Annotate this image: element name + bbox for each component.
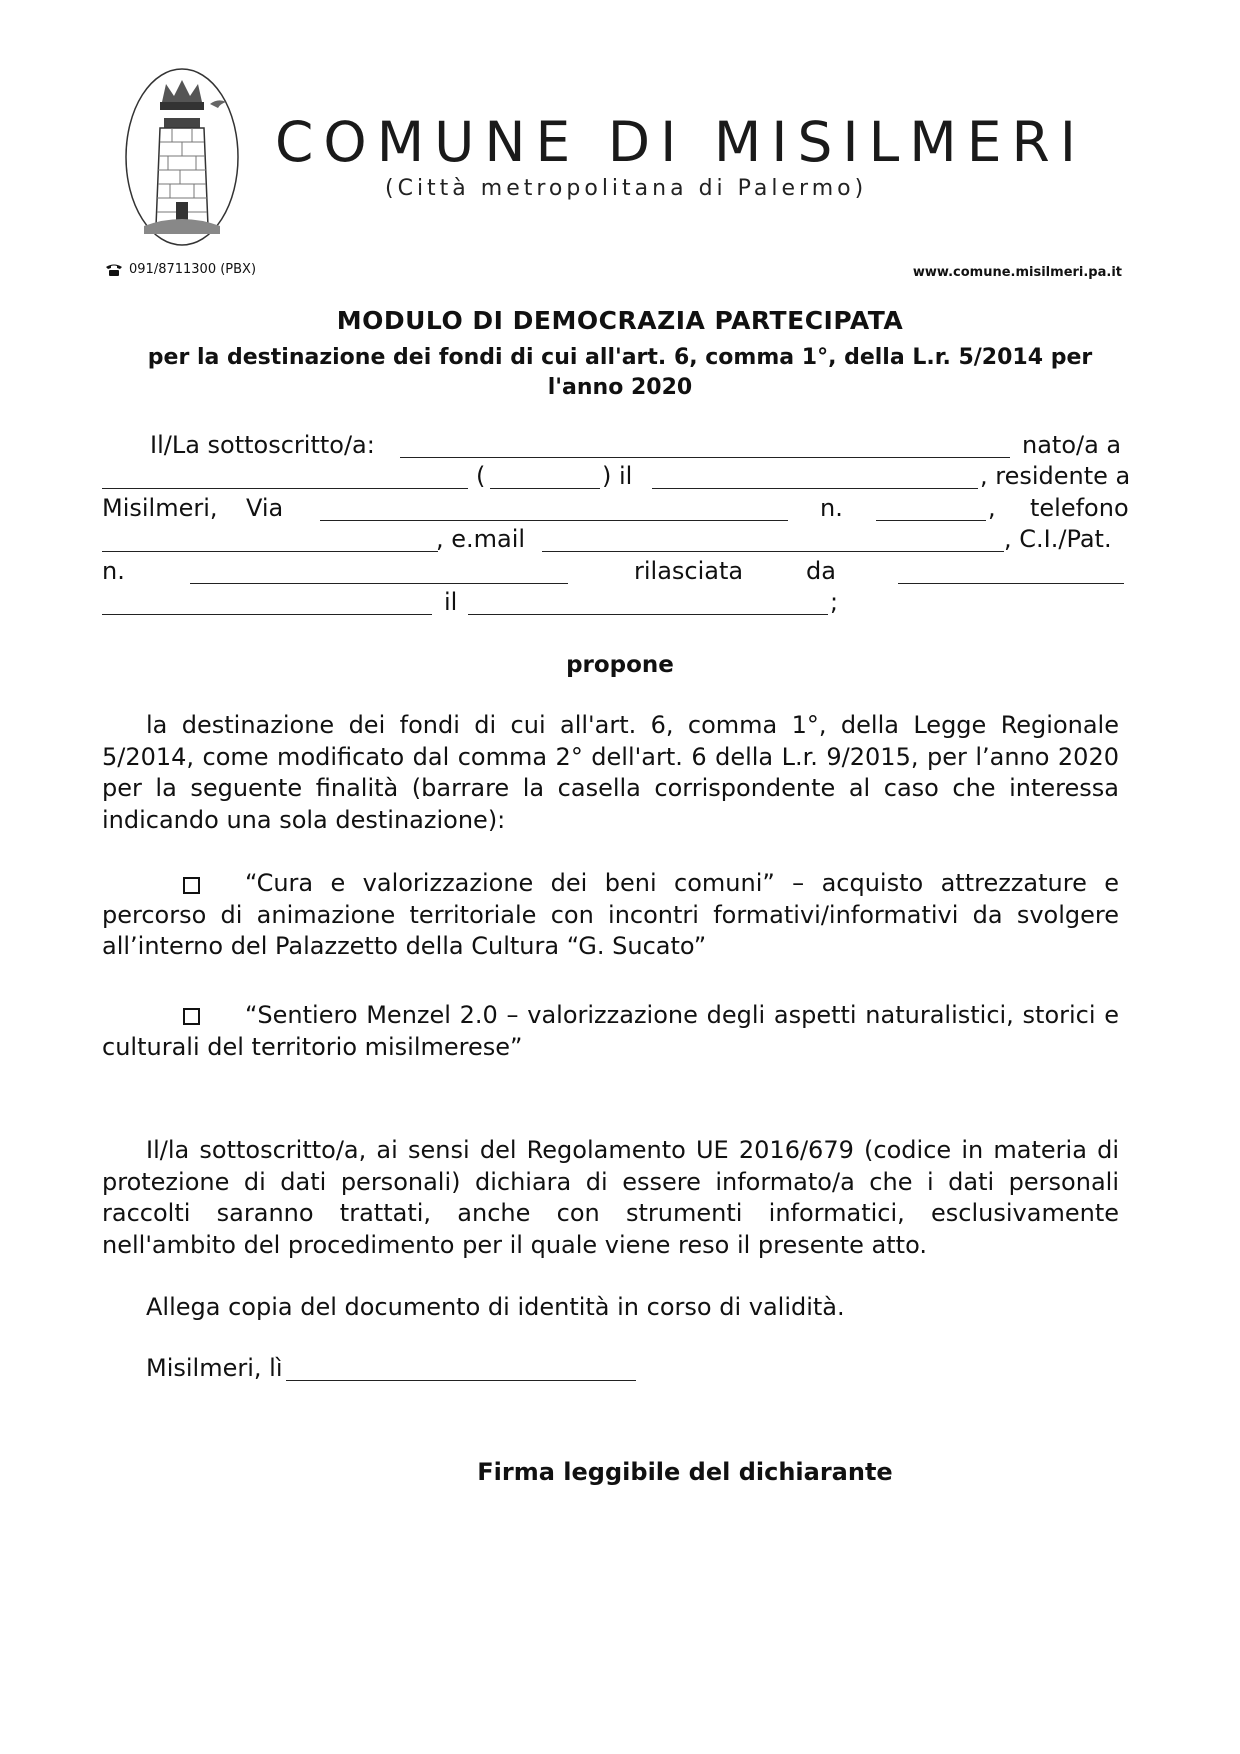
form-subtitle-line2: l'anno 2020 [547,375,693,400]
option-2-text: “Sentiero Menzel 2.0 – valorizzazione degli aspetti naturalistici, storici e culturali del territorio misilmerese” [102,1001,1119,1061]
label-misilmeri: Misilmeri, [102,494,218,522]
privacy-paragraph: Il/la sottoscritto/a, ai sensi del Regolamento UE 2016/679 (codice in materia di protezione di dati personali) dichiara di essere informato/a che i dati personali raccolti saranno trattati, anche con strumenti informatici, esclusivamente nell'ambito del procedimento per il quale viene reso il presente atto. [102,1136,1119,1259]
field-phone[interactable] [102,551,438,552]
label-telefono: telefono [1030,494,1129,522]
label-email: , e.mail [436,525,526,553]
label-il: il [444,588,458,616]
label-rilasciata: rilasciata [634,557,744,585]
field-issued-by-cont[interactable] [102,614,432,615]
option-1-text: “Cura e valorizzazione dei beni comuni” – acquisto attrezzature e percorso di animazione territoriale con incontri formativi/informativi da svolgere all’interno del Palazzetto della Cultura “G. Sucato” [102,869,1119,960]
form-subtitle-line1: per la destinazione dei fondi di cui all'art. 6, comma 1°, della L.r. 5/2014 per [147,345,1093,370]
label-nato: nato/a a [1022,431,1122,459]
intro-paragraph: la destinazione dei fondi di cui all'art. 6, comma 1°, della Legge Regionale 5/2014, come modificato dal comma 2° dell'art. 6 della L.r. 9/2015, per l’anno 2020 per la seguente finalità (barrare la casella corrispondente al caso che interessa indicando una sola destinazione): [102,711,1119,834]
website-link[interactable]: www.comune.misilmeri.pa.it [912,265,1122,280]
field-birthdate[interactable] [652,488,978,489]
label-number: n. [820,494,843,522]
field-name[interactable] [400,457,1010,458]
place-date-label: Misilmeri, lì [146,1354,283,1382]
allega-text: Allega copia del documento di identità in corso di validità. [146,1293,845,1321]
field-issued-by[interactable] [898,583,1124,584]
label-residente: , residente a [980,462,1131,490]
field-house-number[interactable] [876,520,986,521]
label-telefono-comma: , [988,494,996,522]
label-semicolon: ; [830,588,839,616]
field-issue-date[interactable] [468,614,828,615]
municipality-title: COMUNE DI MISILMERI [275,110,1086,174]
field-email[interactable] [542,551,1004,552]
label-da: da [806,557,836,585]
field-document-number[interactable] [190,583,568,584]
label-paren-open: ( [476,462,486,490]
form-subtitle [0,343,1240,403]
field-date[interactable] [286,1380,636,1381]
municipality-subtitle: (Città metropolitana di Palermo) [385,176,868,201]
propone-heading: propone [566,652,674,678]
field-province[interactable] [490,488,600,489]
phone-contact [105,262,256,277]
label-via: Via [246,494,284,522]
telephone-icon [105,263,123,276]
phone-number: 091/8711300 (PBX) [129,262,257,277]
field-street[interactable] [320,520,788,521]
label-paren-close: ) il [602,462,633,490]
municipal-crest-icon [122,62,246,252]
label-sottoscritto: Il/La sottoscritto/a: [150,431,375,459]
label-ci: , C.I./Pat. [1004,525,1112,553]
signature-label: Firma leggibile del dichiarante [477,1458,893,1486]
label-doc-number: n. [102,557,125,585]
form-title: MODULO DI DEMOCRAZIA PARTECIPATA [336,306,904,335]
field-birthplace[interactable] [102,488,468,489]
